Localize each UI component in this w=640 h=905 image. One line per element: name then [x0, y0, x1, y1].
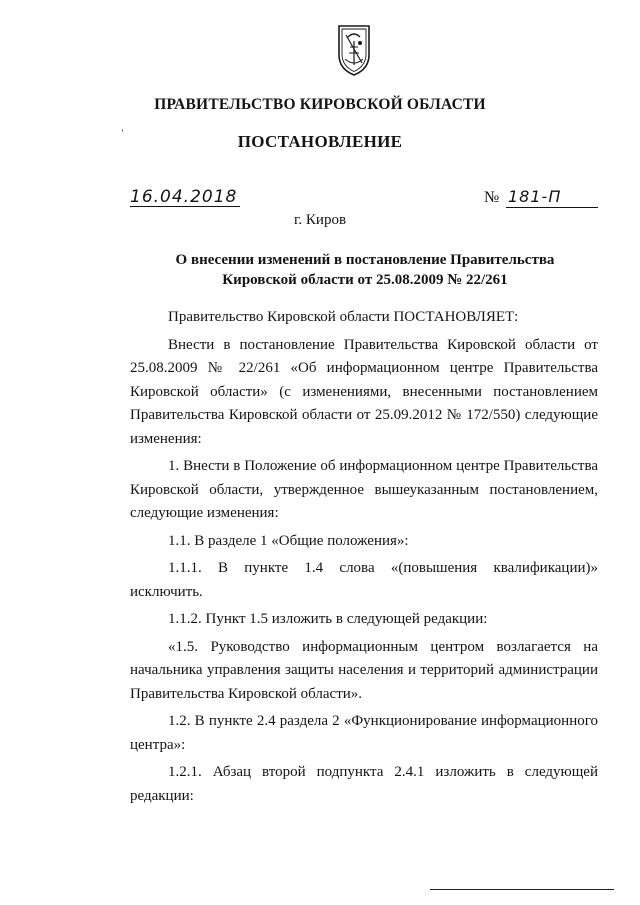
footer-divider: [430, 889, 614, 890]
paragraph-item-1-1: 1.1. В разделе 1 «Общие положения»:: [168, 532, 409, 549]
coat-of-arms-icon: [336, 23, 372, 77]
paragraph-item-1-2-1: 1.2.1. Абзац второй подпункта 2.4.1 изложить в следующей редакции:: [130, 764, 598, 804]
paragraph-item-1-1-1: 1.1.1. В пункте 1.4 слова «(повышения квалификации)» исключить.: [130, 560, 598, 600]
decree-subject: О внесении изменений в постановление Правительства Кировской области от 25.08.2009 № 22/261: [175, 252, 555, 288]
decree-body: [130, 306, 598, 812]
document-type: ПОСТАНОВЛЕНИЕ: [237, 132, 403, 151]
paragraph-item-1-2: 1.2. В пункте 2.4 раздела 2 «Функционирование информационного центра»:: [130, 713, 598, 753]
paragraph-item-1: 1. Внести в Положение об информационном центре Правительства Кировской области, утвержденное вышеуказанным постановлением, следующие изменения:: [130, 458, 598, 521]
decree-date: 16.04.2018: [130, 188, 240, 207]
government-title: ПРАВИТЕЛЬСТВО КИРОВСКОЙ ОБЛАСТИ: [154, 96, 486, 113]
number-sign: №: [484, 189, 500, 206]
paragraph-item-1-1-2: 1.1.2. Пункт 1.5 изложить в следующей редакции:: [168, 611, 488, 627]
paragraph-preamble: Правительство Кировской области ПОСТАНОВЛЯЕТ:: [168, 309, 519, 325]
decree-number: 181-П: [508, 187, 562, 206]
city: г. Киров: [293, 212, 347, 228]
decree-number-field: [506, 188, 598, 208]
paragraph-quote-1-5: «1.5. Руководство информационным центром возлагается на начальника управления защиты населения и территорий администрации Правительства Кировской области».: [130, 638, 598, 702]
paragraph-amend: Внести в постановление Правительства Кировской области от 25.08.2009 № 22/261 «Об информационном центре Правительства Кировской области» (с изменениями, внесенными постановлением Правительства Кировской области от 25.09.2012 № 172/550) следующие изменения:: [130, 336, 598, 447]
